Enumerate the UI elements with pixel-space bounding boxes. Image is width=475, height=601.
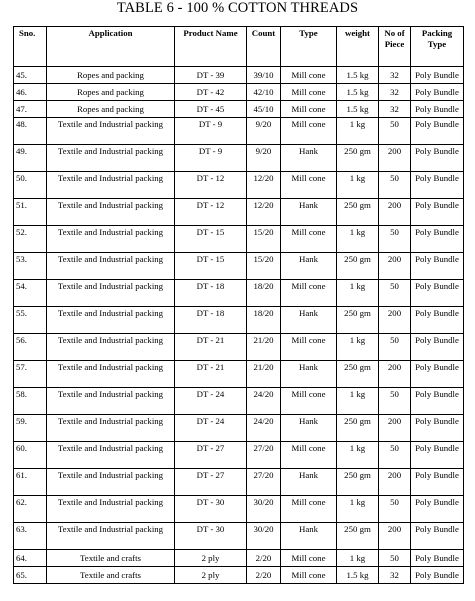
- cell-type: Mill cone: [281, 442, 337, 469]
- cell-sno: 54.: [14, 280, 47, 307]
- table-body: [14, 67, 464, 584]
- cell-product-name: DT - 42: [175, 84, 247, 101]
- table-row: [14, 496, 464, 523]
- cell-application: Textile and Industrial packing: [47, 280, 175, 307]
- cell-sno: 61.: [14, 469, 47, 496]
- table-row: [14, 199, 464, 226]
- cell-type: Hank: [281, 523, 337, 550]
- cell-weight: 250 gm: [337, 415, 379, 442]
- cell-application: Ropes and packing: [47, 67, 175, 84]
- cell-packing-type: Poly Bundle: [411, 567, 464, 584]
- cotton-threads-table: [13, 26, 464, 584]
- cell-weight: 1 kg: [337, 442, 379, 469]
- cell-packing-type: Poly Bundle: [411, 388, 464, 415]
- table-row: [14, 118, 464, 145]
- cell-application: Textile and Industrial packing: [47, 253, 175, 280]
- cell-type: Mill cone: [281, 280, 337, 307]
- cell-product-name: DT - 30: [175, 523, 247, 550]
- cell-weight: 250 gm: [337, 307, 379, 334]
- cell-weight: 250 gm: [337, 145, 379, 172]
- cell-type: Hank: [281, 199, 337, 226]
- cell-weight: 1 kg: [337, 226, 379, 253]
- cell-sno: 64.: [14, 550, 47, 567]
- column-header-packing-type: Packing Type: [411, 27, 464, 67]
- column-header-sno: Sno.: [14, 27, 47, 67]
- cell-packing-type: Poly Bundle: [411, 84, 464, 101]
- cell-packing-type: Poly Bundle: [411, 226, 464, 253]
- table-row: [14, 280, 464, 307]
- cell-weight: 1 kg: [337, 388, 379, 415]
- cell-sno: 52.: [14, 226, 47, 253]
- cell-weight: 250 gm: [337, 253, 379, 280]
- cell-pieces: 50: [379, 280, 411, 307]
- cell-count: 12/20: [247, 172, 281, 199]
- cell-application: Ropes and packing: [47, 101, 175, 118]
- cell-packing-type: Poly Bundle: [411, 334, 464, 361]
- cell-count: 18/20: [247, 280, 281, 307]
- cell-sno: 63.: [14, 523, 47, 550]
- cell-count: 24/20: [247, 388, 281, 415]
- cell-packing-type: Poly Bundle: [411, 550, 464, 567]
- cell-count: 42/10: [247, 84, 281, 101]
- column-header-count: Count: [247, 27, 281, 67]
- table-row: [14, 469, 464, 496]
- table-row: [14, 172, 464, 199]
- cell-packing-type: Poly Bundle: [411, 523, 464, 550]
- cell-product-name: DT - 21: [175, 361, 247, 388]
- cell-product-name: DT - 27: [175, 442, 247, 469]
- cell-count: 9/20: [247, 145, 281, 172]
- cell-count: 15/20: [247, 226, 281, 253]
- cell-application: Textile and Industrial packing: [47, 172, 175, 199]
- table-row: [14, 523, 464, 550]
- column-header-product-name: Product Name: [175, 27, 247, 67]
- cell-weight: 250 gm: [337, 199, 379, 226]
- cell-product-name: DT - 9: [175, 145, 247, 172]
- table-row: [14, 101, 464, 118]
- cell-pieces: 50: [379, 496, 411, 523]
- cell-pieces: 32: [379, 101, 411, 118]
- cell-pieces: 50: [379, 442, 411, 469]
- cell-product-name: DT - 21: [175, 334, 247, 361]
- cell-application: Textile and Industrial packing: [47, 496, 175, 523]
- cell-application: Textile and Industrial packing: [47, 388, 175, 415]
- cell-pieces: 200: [379, 523, 411, 550]
- cell-weight: 1 kg: [337, 496, 379, 523]
- cell-pieces: 200: [379, 307, 411, 334]
- cell-type: Mill cone: [281, 226, 337, 253]
- cell-type: Mill cone: [281, 118, 337, 145]
- cell-pieces: 50: [379, 388, 411, 415]
- cell-sno: 60.: [14, 442, 47, 469]
- cell-weight: 1 kg: [337, 172, 379, 199]
- cell-product-name: DT - 45: [175, 101, 247, 118]
- cell-packing-type: Poly Bundle: [411, 199, 464, 226]
- cell-weight: 250 gm: [337, 469, 379, 496]
- cell-application: Textile and Industrial packing: [47, 307, 175, 334]
- table-row: [14, 307, 464, 334]
- cell-packing-type: Poly Bundle: [411, 101, 464, 118]
- table-row: [14, 67, 464, 84]
- cell-weight: 1.5 kg: [337, 84, 379, 101]
- cell-pieces: 200: [379, 361, 411, 388]
- table-row: [14, 253, 464, 280]
- cell-packing-type: Poly Bundle: [411, 307, 464, 334]
- cell-sno: 50.: [14, 172, 47, 199]
- cell-count: 2/20: [247, 567, 281, 584]
- table-row: [14, 361, 464, 388]
- cell-application: Textile and Industrial packing: [47, 145, 175, 172]
- cell-product-name: DT - 39: [175, 67, 247, 84]
- cell-application: Ropes and packing: [47, 84, 175, 101]
- cell-pieces: 200: [379, 199, 411, 226]
- cell-weight: 1 kg: [337, 280, 379, 307]
- cell-sno: 45.: [14, 67, 47, 84]
- cell-type: Mill cone: [281, 496, 337, 523]
- cell-application: Textile and Industrial packing: [47, 361, 175, 388]
- cell-type: Hank: [281, 307, 337, 334]
- cell-count: 30/20: [247, 523, 281, 550]
- cell-count: 27/20: [247, 469, 281, 496]
- cell-sno: 58.: [14, 388, 47, 415]
- cell-product-name: DT - 18: [175, 280, 247, 307]
- cell-application: Textile and crafts: [47, 550, 175, 567]
- cell-sno: 47.: [14, 101, 47, 118]
- cell-application: Textile and Industrial packing: [47, 226, 175, 253]
- cell-type: Hank: [281, 415, 337, 442]
- cell-count: 39/10: [247, 67, 281, 84]
- cell-pieces: 50: [379, 172, 411, 199]
- cell-product-name: DT - 24: [175, 388, 247, 415]
- cell-packing-type: Poly Bundle: [411, 415, 464, 442]
- cell-count: 24/20: [247, 415, 281, 442]
- cell-sno: 53.: [14, 253, 47, 280]
- cell-packing-type: Poly Bundle: [411, 172, 464, 199]
- cell-sno: 65.: [14, 567, 47, 584]
- cell-count: 12/20: [247, 199, 281, 226]
- cell-product-name: DT - 27: [175, 469, 247, 496]
- cell-pieces: 200: [379, 415, 411, 442]
- header-row: [14, 27, 464, 67]
- cell-packing-type: Poly Bundle: [411, 145, 464, 172]
- cell-pieces: 50: [379, 118, 411, 145]
- cell-packing-type: Poly Bundle: [411, 361, 464, 388]
- table-title: TABLE 6 - 100 % COTTON THREADS: [116, 0, 359, 16]
- cell-product-name: DT - 12: [175, 199, 247, 226]
- cell-pieces: 32: [379, 567, 411, 584]
- cell-type: Hank: [281, 253, 337, 280]
- cell-count: 21/20: [247, 361, 281, 388]
- column-header-no-of-piece: No of Piece: [379, 27, 411, 67]
- cell-sno: 62.: [14, 496, 47, 523]
- cell-packing-type: Poly Bundle: [411, 280, 464, 307]
- table-row: [14, 145, 464, 172]
- cell-packing-type: Poly Bundle: [411, 253, 464, 280]
- cell-type: Mill cone: [281, 567, 337, 584]
- cell-application: Textile and Industrial packing: [47, 118, 175, 145]
- cell-application: Textile and Industrial packing: [47, 469, 175, 496]
- cell-application: Textile and Industrial packing: [47, 199, 175, 226]
- cell-pieces: 200: [379, 253, 411, 280]
- cell-pieces: 50: [379, 550, 411, 567]
- cell-type: Mill cone: [281, 388, 337, 415]
- cell-product-name: DT - 18: [175, 307, 247, 334]
- cell-product-name: DT - 24: [175, 415, 247, 442]
- cell-type: Mill cone: [281, 550, 337, 567]
- cell-type: Mill cone: [281, 172, 337, 199]
- cell-weight: 1.5 kg: [337, 67, 379, 84]
- cell-count: 21/20: [247, 334, 281, 361]
- cell-packing-type: Poly Bundle: [411, 67, 464, 84]
- cell-application: Textile and Industrial packing: [47, 415, 175, 442]
- cell-weight: 250 gm: [337, 523, 379, 550]
- cell-count: 27/20: [247, 442, 281, 469]
- cell-count: 30/20: [247, 496, 281, 523]
- cell-pieces: 200: [379, 145, 411, 172]
- cell-sno: 51.: [14, 199, 47, 226]
- cell-sno: 49.: [14, 145, 47, 172]
- cell-count: 45/10: [247, 101, 281, 118]
- column-header-application: Application: [47, 27, 175, 67]
- cell-count: 2/20: [247, 550, 281, 567]
- cell-sno: 48.: [14, 118, 47, 145]
- cell-packing-type: Poly Bundle: [411, 469, 464, 496]
- table-row: [14, 84, 464, 101]
- cell-sno: 56.: [14, 334, 47, 361]
- cell-count: 15/20: [247, 253, 281, 280]
- cell-application: Textile and Industrial packing: [47, 442, 175, 469]
- cell-product-name: 2 ply: [175, 550, 247, 567]
- cell-pieces: 50: [379, 226, 411, 253]
- cell-packing-type: Poly Bundle: [411, 496, 464, 523]
- cell-type: Mill cone: [281, 84, 337, 101]
- cell-type: Mill cone: [281, 67, 337, 84]
- cell-sno: 46.: [14, 84, 47, 101]
- cell-application: Textile and crafts: [47, 567, 175, 584]
- cell-packing-type: Poly Bundle: [411, 442, 464, 469]
- table-row: [14, 226, 464, 253]
- cell-type: Hank: [281, 361, 337, 388]
- cell-weight: 1 kg: [337, 334, 379, 361]
- table-row: [14, 334, 464, 361]
- cell-product-name: DT - 30: [175, 496, 247, 523]
- cell-application: Textile and Industrial packing: [47, 523, 175, 550]
- table-row: [14, 442, 464, 469]
- cell-type: Hank: [281, 469, 337, 496]
- cell-weight: 1 kg: [337, 118, 379, 145]
- column-header-weight: weight: [337, 27, 379, 67]
- table-row: [14, 567, 464, 584]
- cell-product-name: DT - 15: [175, 253, 247, 280]
- cell-product-name: DT - 15: [175, 226, 247, 253]
- cell-product-name: DT - 12: [175, 172, 247, 199]
- cell-weight: 250 gm: [337, 361, 379, 388]
- cell-type: Hank: [281, 145, 337, 172]
- cell-pieces: 32: [379, 67, 411, 84]
- cell-count: 9/20: [247, 118, 281, 145]
- cell-type: Mill cone: [281, 101, 337, 118]
- table-row: [14, 550, 464, 567]
- table-row: [14, 415, 464, 442]
- cell-product-name: DT - 9: [175, 118, 247, 145]
- column-header-type: Type: [281, 27, 337, 67]
- cell-packing-type: Poly Bundle: [411, 118, 464, 145]
- cell-pieces: 200: [379, 469, 411, 496]
- cell-weight: 1 kg: [337, 550, 379, 567]
- cell-sno: 55.: [14, 307, 47, 334]
- cell-weight: 1.5 kg: [337, 101, 379, 118]
- cell-weight: 1.5 kg: [337, 567, 379, 584]
- table-row: [14, 388, 464, 415]
- cell-sno: 59.: [14, 415, 47, 442]
- cell-type: Mill cone: [281, 334, 337, 361]
- cell-pieces: 50: [379, 334, 411, 361]
- cell-pieces: 32: [379, 84, 411, 101]
- cell-application: Textile and Industrial packing: [47, 334, 175, 361]
- cell-sno: 57.: [14, 361, 47, 388]
- cell-count: 18/20: [247, 307, 281, 334]
- cell-product-name: 2 ply: [175, 567, 247, 584]
